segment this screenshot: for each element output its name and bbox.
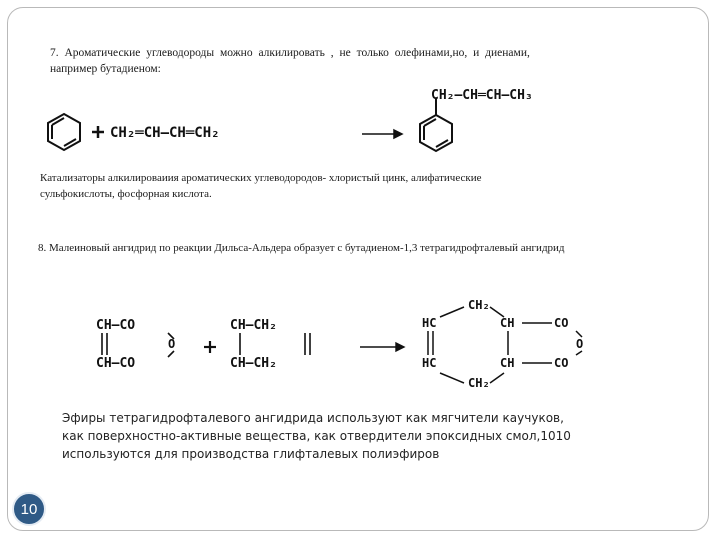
page-number-badge: 10 xyxy=(12,492,46,526)
catalysts-text xyxy=(40,170,660,202)
section-7-line-1: 7. Ароматические углеводороды можно алкилировать , не только олефинами,но, и диенами, xyxy=(50,47,530,59)
tetrahydrophthalic-anhydride xyxy=(422,298,583,390)
benzene-ring xyxy=(48,114,80,150)
esters-text xyxy=(62,409,662,463)
maleic-anhydride xyxy=(96,318,175,371)
catalysts-line-2: сульфокислоты, фосфорная кислота. xyxy=(40,188,212,200)
butadiene xyxy=(230,318,310,371)
section-7-line-2: например бутадиеном: xyxy=(50,63,161,75)
diene-top: CH—CH₂ xyxy=(230,318,277,333)
prod-hc-top: HC xyxy=(422,316,437,330)
product-chain-formula: CH₂—CH═CH—CH₃ xyxy=(431,88,533,103)
plus-sign xyxy=(204,341,216,353)
prod-hc-bottom: HC xyxy=(422,356,437,370)
maleic-top: CH—CO xyxy=(96,318,136,333)
esters-line-1: Эфиры тетрагидрофталевого ангидрида используют как мягчители каучуков, xyxy=(62,411,564,425)
diene-bottom: CH—CH₂ xyxy=(230,356,277,371)
reaction-arrow xyxy=(360,343,404,351)
esters-line-3: используются для производства глифталевых полиэфиров xyxy=(62,447,440,461)
prod-ch2-top: CH₂ xyxy=(468,298,490,312)
butadiene-formula: CH₂═CH—CH═CH₂ xyxy=(110,125,220,141)
catalysts-line-1: Катализаторы алкилироваиия ароматических углеводородов- хлористый цинк, алифатические xyxy=(40,172,482,184)
prod-ch-top: CH xyxy=(500,316,515,330)
maleic-bottom: CH—CO xyxy=(96,356,136,371)
prod-ch2-bottom: CH₂ xyxy=(468,376,490,390)
plus-sign xyxy=(92,126,104,138)
prod-oxygen: O xyxy=(576,337,584,351)
maleic-oxygen: O xyxy=(168,337,176,351)
section-8-text: 8. Малеиновый ангидрид по реакции Дильса-Альдера образует с бутадиеном-1,3 тетрагидрофталевый ангидрид xyxy=(38,242,565,254)
product-benzene-ring xyxy=(420,98,452,151)
alkylation-reaction xyxy=(40,82,700,162)
prod-co-bottom: CO xyxy=(554,356,569,370)
diels-alder-reaction xyxy=(90,295,650,400)
reaction-arrow xyxy=(362,130,402,138)
section-7-text xyxy=(50,45,690,77)
prod-ch-bottom: CH xyxy=(500,356,515,370)
prod-co-top: CO xyxy=(554,316,569,330)
esters-line-2: как поверхностно-активные вещества, как отвердители эпоксидных смол,1010 xyxy=(62,429,571,443)
